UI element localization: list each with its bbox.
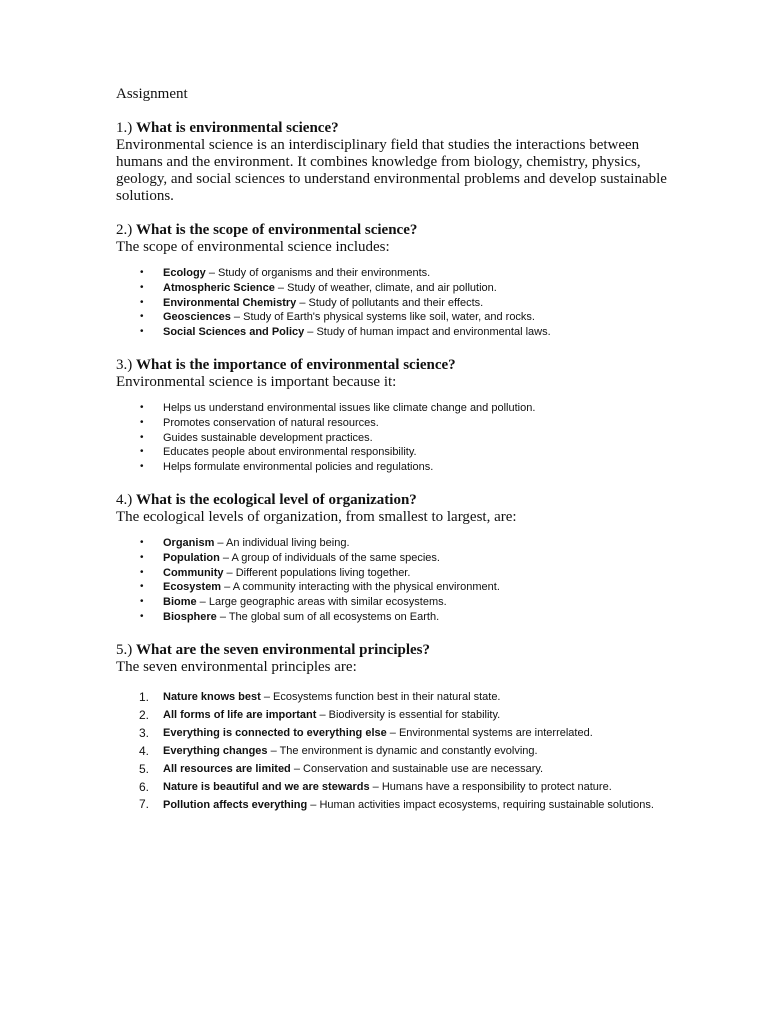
bullet-marker: • (140, 551, 144, 563)
question-number: 1.) (116, 120, 133, 136)
question-number: 5.) (116, 641, 133, 658)
list-item (116, 460, 676, 475)
list-item-desc: – Ecosystems function best in their natural state. (260, 690, 501, 703)
answer-text: Environmental science is important because it: (116, 373, 397, 390)
bullet-marker: • (140, 461, 144, 473)
list-item-term: Ecosystem (163, 581, 222, 594)
list-item-term: Population (163, 551, 220, 564)
bullet-marker: • (140, 401, 144, 413)
bullet-marker: • (140, 311, 144, 323)
list-item-desc: – Environmental systems are interrelated. (386, 726, 593, 739)
number-marker: 6. (139, 779, 150, 794)
list-item-term: Everything changes (163, 744, 268, 757)
list-item (116, 796, 676, 813)
section-5 (116, 642, 676, 813)
number-marker: 3. (139, 725, 150, 740)
list-item (116, 325, 676, 340)
bullet-marker: • (140, 446, 144, 458)
answer-text: The seven environmental principles are: (116, 658, 357, 675)
list-item-desc: – Study of pollutants and their effects. (296, 296, 484, 309)
list-item-desc: – Human activities impact ecosystems, requiring sustainable solutions. (307, 798, 654, 811)
bullet-marker: • (140, 267, 144, 278)
question-number: 4.) (116, 491, 133, 508)
list-item-term: Biome (163, 596, 197, 609)
list-item (116, 266, 676, 281)
list-item-desc: Educates people about environmental responsibility. (163, 446, 417, 459)
question-heading (116, 120, 676, 137)
list-item-term: Geosciences (163, 311, 231, 324)
list-item-term: Pollution affects everything (163, 798, 308, 811)
list-item-desc: Guides sustainable development practices. (163, 431, 373, 444)
list-item (116, 566, 676, 581)
bullet-marker: • (140, 581, 144, 593)
section-4 (116, 492, 676, 625)
section-3 (116, 357, 676, 475)
list-item (116, 688, 676, 706)
list-item-term: All forms of life are important (163, 708, 317, 721)
document-title: Assignment (116, 86, 188, 102)
list-item-desc: – Study of Earth's physical systems like soil, water, and rocks. (230, 311, 535, 324)
list-item-term: Nature is beautiful and we are stewards (163, 780, 370, 793)
number-marker: 4. (139, 743, 150, 758)
list-item (116, 778, 676, 796)
question-number: 3.) (116, 356, 133, 373)
list-item (116, 281, 676, 296)
list-item (116, 742, 676, 760)
list-item (116, 724, 676, 742)
list-item-desc: – Different populations living together. (223, 566, 411, 579)
list-item-term: All resources are limited (163, 762, 291, 775)
list-item-term: Community (163, 566, 224, 579)
list-item-term: Environmental Chemistry (163, 296, 297, 309)
question-text: What is the ecological level of organization? (136, 491, 417, 508)
list-item (116, 401, 676, 416)
bullet-marker: • (140, 281, 144, 293)
list-item-term: Atmospheric Science (163, 281, 275, 294)
importance-list (116, 401, 676, 475)
list-item-desc: – Biodiversity is essential for stability. (316, 708, 501, 721)
list-item-desc: – Study of organisms and their environments. (205, 267, 431, 279)
list-item (116, 610, 676, 625)
list-item-desc: Helps us understand environmental issues like climate change and pollution. (163, 401, 536, 414)
list-item-term: Biosphere (163, 610, 217, 623)
bullet-marker: • (140, 296, 144, 308)
list-item (116, 416, 676, 431)
question-number: 2.) (116, 222, 133, 238)
principles-list (116, 688, 676, 813)
list-item-desc: – The environment is dynamic and constantly evolving. (267, 744, 538, 757)
list-item-desc: Promotes conservation of natural resources. (163, 416, 379, 429)
list-item-term: Organism (163, 536, 215, 549)
list-item-term: Social Sciences and Policy (163, 326, 305, 339)
list-item (116, 580, 676, 595)
scope-list (116, 266, 676, 340)
bullet-marker: • (140, 431, 144, 443)
list-item (116, 536, 676, 551)
document-page (116, 86, 676, 830)
answer-text: The ecological levels of organization, from smallest to largest, are: (116, 508, 517, 525)
question-heading (116, 357, 676, 374)
list-item-desc: – Study of weather, climate, and air pollution. (274, 281, 497, 294)
list-item-desc: – Humans have a responsibility to protect nature. (369, 780, 612, 793)
bullet-marker: • (140, 596, 144, 608)
bullet-marker: • (140, 610, 144, 622)
list-item (116, 310, 676, 325)
number-marker: 5. (139, 761, 150, 776)
number-marker: 2. (139, 707, 150, 722)
list-item-desc: – A community interacting with the physical environment. (221, 581, 500, 594)
question-heading (116, 492, 676, 509)
number-marker: 7. (139, 796, 150, 811)
question-text: What is the scope of environmental science? (136, 222, 418, 238)
answer-text: The scope of environmental science includes: (116, 239, 390, 255)
list-item (116, 445, 676, 460)
list-item-desc: Helps formulate environmental policies and regulations. (163, 461, 434, 474)
answer-text: Environmental science is an interdisciplinary field that studies the interactions between humans and the environment. It combines knowledge from biology, chemistry, physics, geology, and social sciences to understand environmental problems and develop sustainable solutions. (116, 137, 667, 204)
list-item (116, 551, 676, 566)
ecological-levels-list (116, 536, 676, 625)
list-item (116, 595, 676, 610)
bullet-marker: • (140, 326, 144, 338)
list-item (116, 760, 676, 778)
list-item-desc: – Study of human impact and environmental laws. (304, 326, 551, 339)
number-marker: 1. (139, 689, 150, 704)
question-heading (116, 642, 676, 659)
question-text: What is the importance of environmental science? (136, 356, 456, 373)
list-item (116, 431, 676, 446)
list-item (116, 296, 676, 311)
list-item-term: Ecology (163, 267, 206, 279)
section-2 (116, 222, 676, 340)
bullet-marker: • (140, 566, 144, 578)
question-heading (116, 222, 676, 239)
list-item-term: Nature knows best (163, 690, 261, 703)
list-item (116, 706, 676, 724)
list-item-desc: – Conservation and sustainable use are necessary. (290, 762, 544, 775)
list-item-desc: – The global sum of all ecosystems on Earth. (216, 610, 440, 623)
list-item-desc: – An individual living being. (214, 536, 350, 549)
question-text: What is environmental science? (136, 120, 339, 136)
list-item-desc: – Large geographic areas with similar ecosystems. (196, 596, 447, 609)
list-item-term: Everything is connected to everything else (163, 726, 387, 739)
question-text: What are the seven environmental principles? (136, 641, 431, 658)
bullet-marker: • (140, 416, 144, 428)
bullet-marker: • (140, 536, 144, 548)
section-1 (116, 120, 676, 205)
list-item-desc: – A group of individuals of the same species. (219, 551, 440, 564)
